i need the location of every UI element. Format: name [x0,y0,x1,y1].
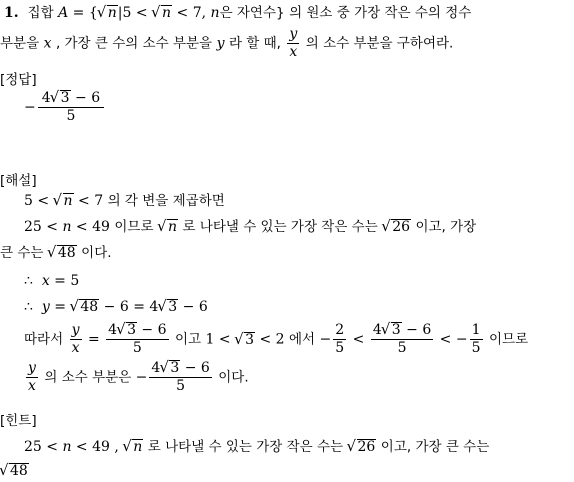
problem-text: 부분을 [0,35,40,52]
hint-text: 이고, 가장 큰 수는 [380,439,490,455]
problem-text: 의 소수 부분을 구하여라. [305,35,454,52]
solution-line-4: ∴ x = 5 [24,273,80,289]
solution-line-6: 따라서 $\frac{y}{x}$ = $\frac{4√ 3 - 6}{5}$ 이고 1 < √ 3 < 2 에서 − $\frac{2}{5}$ < $\frac{4√ 3 - 6}{5}$ < − $\frac{1}{5}$ 이므로 [24,322,528,357]
problem-line-2: 부분을 x , 가장 큰 수의 소수 부분을 y 라 할 때, $\frac{y}{x}$ 의 소수 부분을 구하여라. [0,26,454,60]
problem-line-1: 1. 집합 A = {√ n|5 < √ n < 7, n은 자연수} 의 원소 중 가장 작은 수의 정수 [4,4,471,22]
solution-line-2: 25 < n < 49 이므로 √ n 로 나타낼 수 있는 가장 작은 수는 √ 26 이고, 가장 [24,218,476,236]
solution-text: 로 나타낼 수 있는 가장 작은 수는 [182,219,378,235]
solution-label: [해설] [0,173,37,189]
solution-text: 의 각 변을 제곱하면 [107,193,225,209]
solution-text: 이므로 [488,331,529,348]
solution-line-3: 큰 수는 √ 48 이다. [0,244,112,262]
problem-text: , 가장 큰 수의 소수 부분을 [55,35,213,52]
solution-line-5: ∴ y = √ 48 − 6 = 4√ 3 − 6 [24,298,208,316]
solution-line-7: $\frac{y}{x}$ 의 소수 부분은 − $\frac{4√ 3 - 6}{5}$ 이다. [24,360,249,395]
hint-line-1: 25 < n < 49 , √ n 로 나타낼 수 있는 가장 작은 수는 √ 26 이고, 가장 큰 수는 [24,438,489,456]
problem-text: 의 원소 중 가장 작은 수의 정수 [289,5,472,21]
solution-text: 이다. [81,245,112,261]
hint-line-2: √ 48 [0,462,29,480]
solution-text: 의 소수 부분은 [44,369,132,386]
hint-label: [힌트] [0,413,37,429]
problem-text: 집합 [27,5,54,21]
problem-text: 은 자연수} [219,5,285,21]
solution-text: 이다. [218,369,249,386]
y-over-x-fraction: $\frac{y}{x}$ [289,26,298,60]
solution-line-1: 5 < √ n < 7 의 각 변을 제곱하면 [24,192,225,210]
solution-text: 따라서 [24,331,64,348]
solution-text: 이고, 가장 [415,219,477,235]
problem-text: 라 할 때, [228,35,281,52]
problem-number: 1. [4,5,19,21]
solution-text: 이므로 [114,219,154,235]
solution-text: 이고 [174,331,202,348]
answer-value: − $\frac{4√ 3 - 6}{5}$ [24,90,106,125]
solution-text: 큰 수는 [0,245,44,261]
answer-label: [정답] [0,72,37,88]
solution-text: 에서 [289,331,316,348]
hint-text: 로 나타낼 수 있는 가장 작은 수는 [147,439,344,455]
